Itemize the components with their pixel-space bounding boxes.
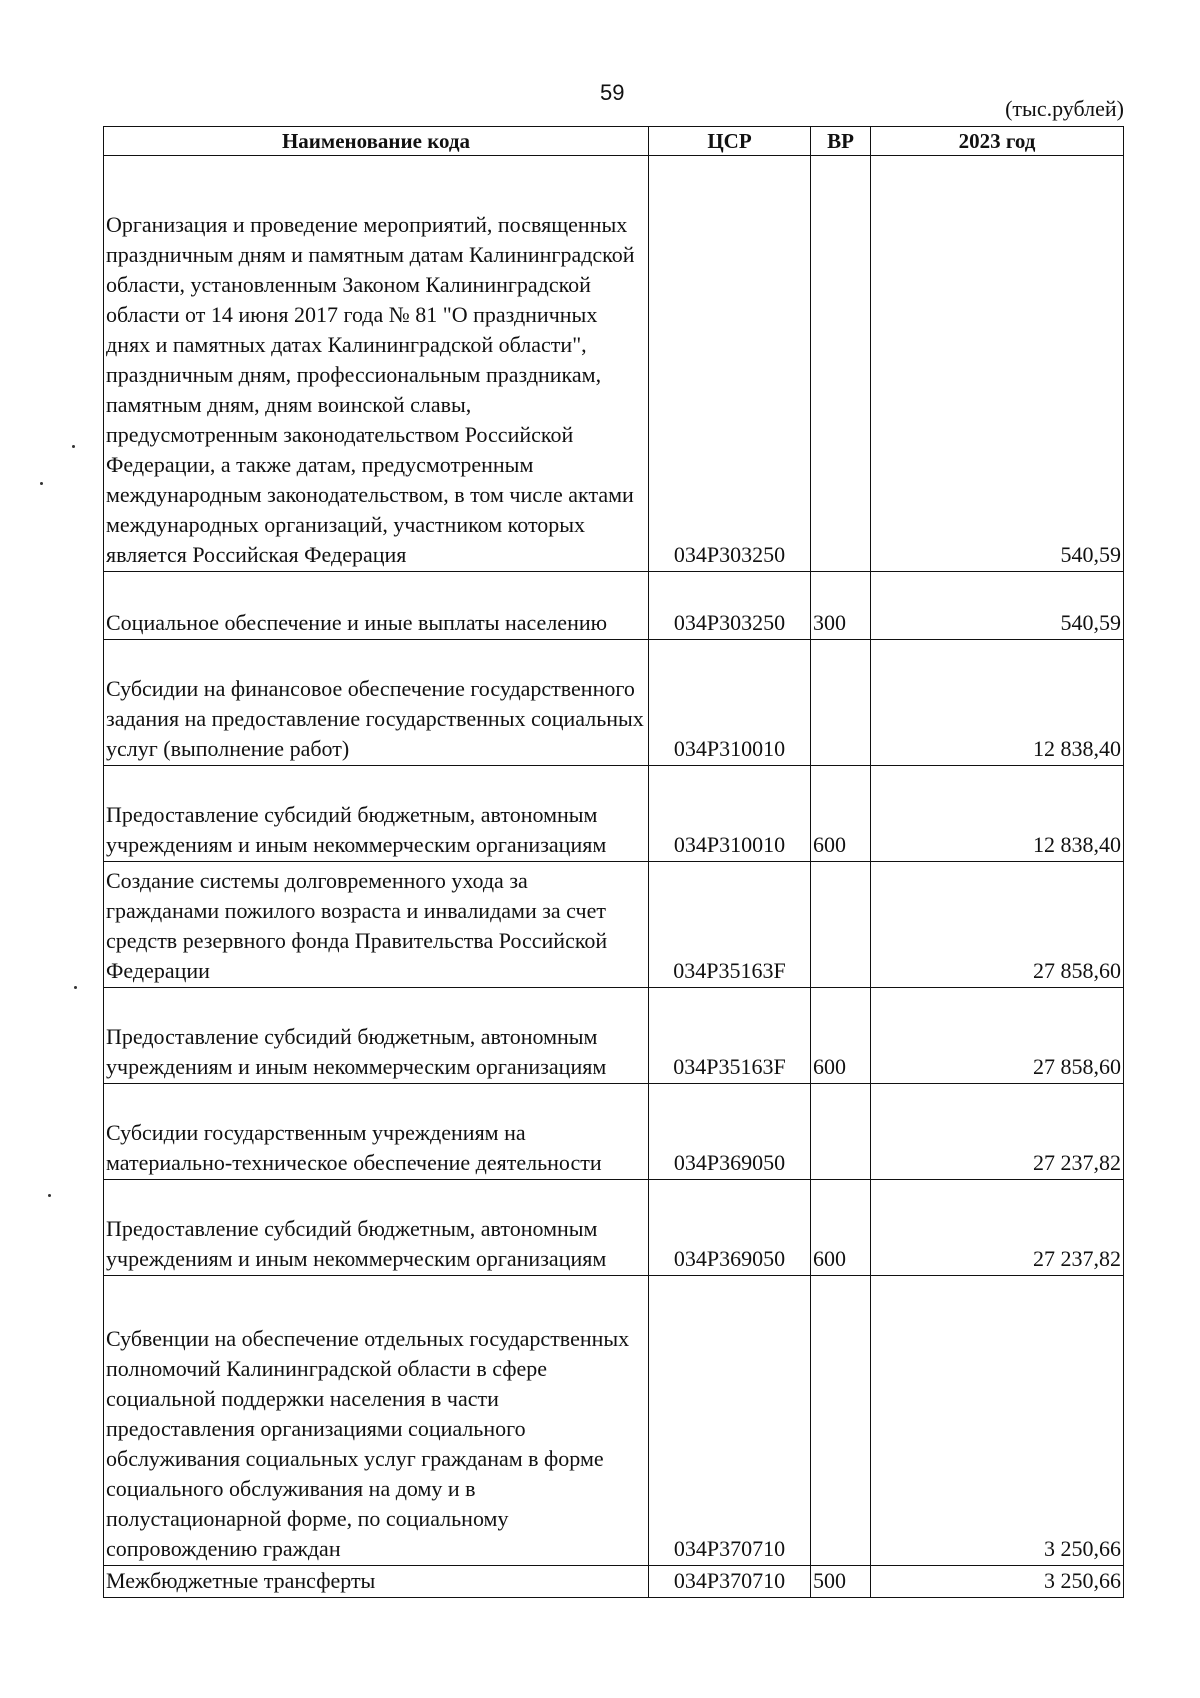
table-header-row [104,127,1124,156]
row-vr [811,1276,871,1566]
row-csr: 034P35163F [649,988,811,1084]
row-csr: 034P310010 [649,640,811,766]
row-amount: 3 250,66 [871,1566,1124,1598]
row-amount: 12 838,40 [871,640,1124,766]
row-vr: 600 [811,766,871,862]
page-number: 59 [600,80,625,105]
scan-speck [74,986,77,989]
row-amount: 540,59 [871,156,1124,572]
row-amount: 3 250,66 [871,1276,1124,1566]
row-amount: 27 237,82 [871,1084,1124,1180]
row-name: Социальное обеспечение и иные выплаты населению [104,572,649,640]
row-vr [811,640,871,766]
row-name: Предоставление субсидий бюджетным, автономным учреждениям и иным некоммерческим организациям [104,766,649,862]
header-year: 2023 год [871,127,1124,156]
table-row [104,1566,1124,1598]
budget-table [103,126,1124,1598]
units-label: (тыс.рублей) [1005,96,1124,121]
row-vr: 500 [811,1566,871,1598]
row-vr: 600 [811,1180,871,1276]
row-amount: 27 237,82 [871,1180,1124,1276]
row-name: Субсидии государственным учреждениям на материально-техническое обеспечение деятельности [104,1084,649,1180]
table-row [104,156,1124,572]
row-name: Создание системы долговременного ухода за гражданами пожилого возраста и инвалидами за счет средств резервного фонда Правительства Российской Федерации [104,862,649,988]
scan-speck [48,1194,51,1197]
scan-speck [72,445,75,448]
row-name: Предоставление субсидий бюджетным, автономным учреждениям и иным некоммерческим организациям [104,1180,649,1276]
row-csr: 034P370710 [649,1566,811,1598]
row-csr: 034P369050 [649,1180,811,1276]
row-vr: 300 [811,572,871,640]
table-row [104,1180,1124,1276]
table-row [104,988,1124,1084]
row-csr: 034P369050 [649,1084,811,1180]
table-row [104,862,1124,988]
row-vr [811,862,871,988]
row-csr: 034P303250 [649,572,811,640]
row-amount: 12 838,40 [871,766,1124,862]
row-csr: 034P303250 [649,156,811,572]
header-name: Наименование кода [104,127,649,156]
row-name: Предоставление субсидий бюджетным, автономным учреждениям и иным некоммерческим организациям [104,988,649,1084]
table-row [104,766,1124,862]
row-name: Организация и проведение мероприятий, посвященных праздничным дням и памятным датам Калининградской области, установленным Законом Калининградской области от 14 июня 2017 года № 81 "О праздничных днях и памятных датах Калининградской области", праздничным дням, профессиональным праздникам, памятным дням, дням воинской славы, предусмотренным законодательством Российской Федерации, а также датам, предусмотренным международным законодательством, в том числе актами международных организаций, участником которых является Российская Федерация [104,156,649,572]
header-vr: ВР [811,127,871,156]
row-csr: 034P35163F [649,862,811,988]
row-vr [811,156,871,572]
row-amount: 27 858,60 [871,862,1124,988]
row-csr: 034P370710 [649,1276,811,1566]
table-row [104,640,1124,766]
row-csr: 034P310010 [649,766,811,862]
row-name: Субсидии на финансовое обеспечение государственного задания на предоставление государственных социальных услуг (выполнение работ) [104,640,649,766]
table-row [104,572,1124,640]
row-name: Субвенции на обеспечение отдельных государственных полномочий Калининградской области в сфере социальной поддержки населения в части предоставления организациями социального обслуживания социальных услуг гражданам в форме социального обслуживания на дому и в полустационарной форме, по социальному сопровождению граждан [104,1276,649,1566]
row-vr [811,1084,871,1180]
row-name: Межбюджетные трансферты [104,1566,649,1598]
row-amount: 540,59 [871,572,1124,640]
scan-speck [40,482,43,485]
header-csr: ЦСР [649,127,811,156]
table-row [104,1276,1124,1566]
table-row [104,1084,1124,1180]
row-vr: 600 [811,988,871,1084]
row-amount: 27 858,60 [871,988,1124,1084]
